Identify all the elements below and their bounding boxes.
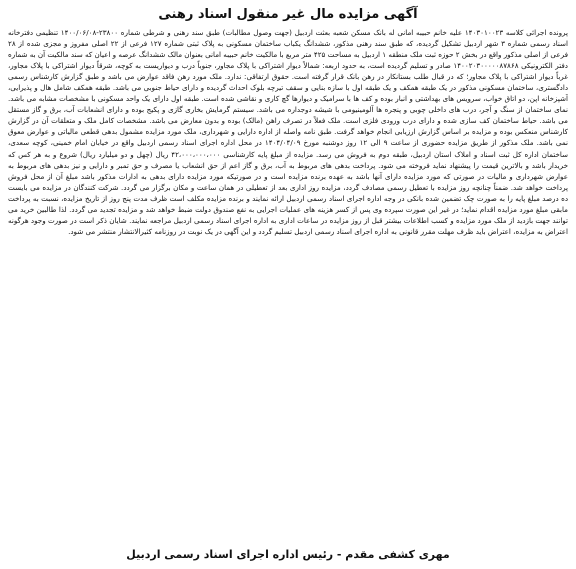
notice-title: آگهی مزایده مال غیر منقول اسناد رهنی [158, 7, 418, 22]
notice-signature: مهری کشفی مقدم - رئیس اداره اجرای اسناد رسمی اردبیل [126, 548, 450, 561]
notice-body: پرونده اجرائی کلاسه ۱۴۰۳۰۱۰۰۲۳ علیه خانم حبیبه امانی له بانک مسکن شعبه بعثت اردبیل (جهت وصول مطالبات) طبق سند رهنی و شرطی شماره ۲۳۸۰۰-۱۴۰۰/۰۶/۰۸ تنظیمی دفترخانه اسناد رسمی شماره ۳ شهر اردبیل تشکیل گردیده، که طبق سند رهنی مذکور، ششدانگ یکباب ساختمان مسکونی به پلاک ثبتی شماره ۱۲۷ فرعی از ۲۲ اصلی مفروز و مجزی شده از ۲۸ فرعی از اصلی مذکور واقع در بخش ۲ حوزه ثبت ملک منطقه ۱ اردبیل به مساحت ۴۲۵ متر مربع با مالکیت خانم حبیبه امانی بعنوان مالک ششدانگ عرصه و اعیان که سند مالکیت آن به شماره دفتر الکترونیکی ۱۴۰۰۲۰۳۰۰۰۰۰۸۷۸۶۸ صادر و تسلیم گردیده است، به حدود اربعه: شمالاً دیوار اشتراکی با پلاک مجاور، جنوباً درب و دیواریست به کوچه، شرقاً دیوار اشتراکی با پلاک مجاور، غرباً دیوار اشتراکی با پلاک مجاور؛ که در قبال طلب بستانکار در رهن بانک قرار گرفته است. حقوق ارتفاقی: ندارد. ملک مورد رهن فاقد عوارض می باشد و طبق گزارش کارشناس رسمی دادگستری، ساختمان مسکونی مذکور در یک طبقه همکف و یک طبقه اول با سازه بنایی و سقف تیرچه بلوک احداث گردیده و دارای حیاط جنوبی می باشد. طبقه همکف شامل هال و پذیرایی، آشپزخانه اپن، دو اتاق خواب، سرویس های بهداشتی و انبار بوده و کف ها با سرامیک و دیوارها گچ کاری و نقاشی شده است. طبقه اول دارای یک واحد مسکونی با مشخصات مشابه می باشد. نمای ساختمان از سنگ و آجر، درب های داخلی چوبی و پنجره ها آلومینیومی با شیشه دوجداره می باشد. سیستم گرمایش بخاری گازی و پکیج بوده و دارای انشعابات آب، برق و گاز مستقل می باشد. حیاط ساختمان کف سازی شده و دارای درب ورودی فلزی است. ملک فعلاً در تصرف راهن (مالک) بوده و بدون معارض می باشد. مشخصات کامل ملک و متعلقات آن در گزارش کارشناس منعکس بوده و مزایده بر اساس گزارش ارزیابی انجام خواهد گرفت. طبق نامه واصله از اداره دارایی و شهرداری، ملک مورد مزایده مشمول بدهی قطعی مالیاتی و عوارض معوق نمی باشد. ملک مذکور از طریق مزایده حضوری از ساعت ۹ الی ۱۲ روز دوشنبه مورخ ۱۴۰۴/۰۴/۰۹ در محل اداره اجرای اسناد رسمی اردبیل واقع در خیابان امام خمینی، کوچه سعدی، ساختمان اداره کل ثبت اسناد و املاک استان اردبیل، طبقه دوم به فروش می رسد. مزایده از مبلغ پایه کارشناسی ۴۲،۰۰۰،۰۰۰،۰۰۰ ریال (چهل و دو میلیارد ریال) شروع و به هر کس که خریدار باشد و بالاترین قیمت را پیشنهاد نماید فروخته می شود. پرداخت بدهی های مربوط به آب، برق و گاز اعم از حق انشعاب یا مصرف و حق تمبر و دارایی و نیز بدهی های مربوط به عوارض شهرداری و مالیات در صورتی که مورد مزایده دارای آنها باشد به عهده برنده مزایده است و در صورتیکه مورد مزایده دارای بدهی به ادارات مذکور باشد مبلغ آن از محل فروش پرداخت خواهد شد. ضمناً چنانچه روز مزایده با تعطیل رسمی مصادف گردد، مزایده روز اداری بعد از تعطیلی در همان ساعت و مکان برگزار می گردد. شرکت کنندگان در مزایده می بایست ده درصد مبلغ پایه را به صورت چک تضمین شده بانکی در وجه اداره اجرای اسناد رسمی اردبیل ارائه نمایند و برنده مزایده مکلف است ظرف مدت پنج روز از تاریخ مزایده، نسبت به پرداخت مابقی مبلغ مورد مزایده اقدام نماید؛ در غیر این صورت سپرده وی پس از کسر هزینه های عملیات اجرایی به نفع صندوق دولت ضبط خواهد شد و مزایده تجدید می گردد. لذا طالبین خرید می توانند جهت بازدید از ملک مورد مزایده و کسب اطلاعات بیشتر قبل از روز مزایده در ساعات اداری به اداره اجرای اسناد رسمی اردبیل مراجعه نمایند. شایان ذکر است در صورت وجود هرگونه اعتراض به مزایده، اعتراض باید ظرف مهلت مقرر قانونی به اداره اجرای اسناد رسمی اردبیل تسلیم گردد و این آگهی در یک نوبت در روزنامه کثیرالانتشار منتشر می شود. [8, 28, 568, 236]
